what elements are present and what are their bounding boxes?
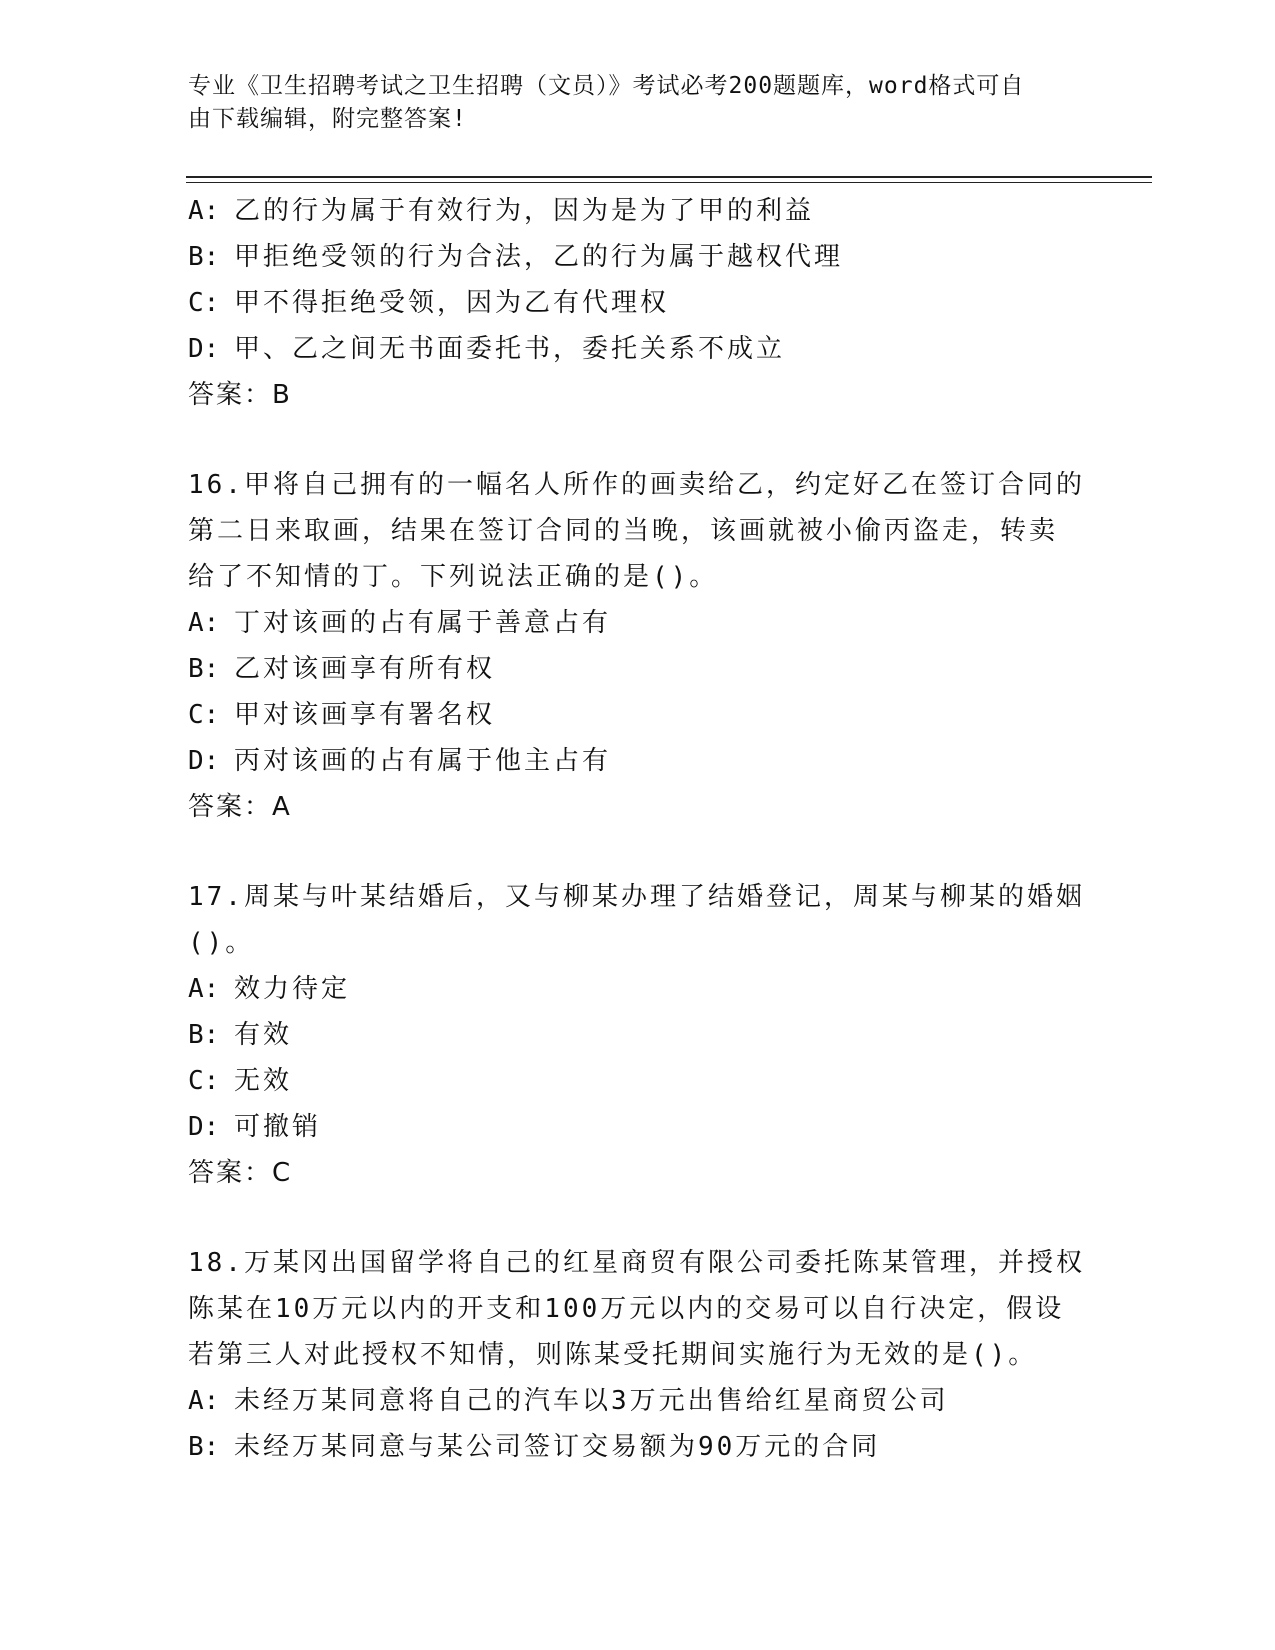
header-line-1: 专业《卫生招聘考试之卫生招聘（文员）》考试必考200题题库，word格式可自 [188, 73, 1025, 99]
option-label: C: [188, 700, 220, 730]
option-b [188, 1012, 1088, 1058]
option-c [188, 692, 1088, 738]
option-text: 有效 [234, 1020, 293, 1050]
option-label: D: [188, 746, 220, 776]
question-18 [188, 1240, 1088, 1470]
option-b [188, 1424, 1088, 1470]
option-text: 丁对该画的占有属于善意占有 [234, 608, 612, 638]
option-label: D: [188, 1112, 220, 1142]
question-text-line: 17.周某与叶某结婚后，又与柳某办理了结婚登记，周某与柳某的婚姻 [188, 882, 1085, 912]
option-label: B: [188, 242, 220, 272]
option-text: 未经万某同意将自己的汽车以3万元出售给红星商贸公司 [234, 1386, 949, 1416]
question-text-line: 第二日来取画，结果在签订合同的当晚，该画就被小偷丙盗走，转卖 [188, 516, 1059, 546]
option-text: 甲不得拒绝受领，因为乙有代理权 [234, 288, 670, 318]
option-label: A: [188, 196, 220, 226]
option-a [188, 1378, 1088, 1424]
header-divider-thick [186, 176, 1152, 178]
option-text: 效力待定 [234, 974, 351, 1004]
option-label: A: [188, 974, 220, 1004]
question-list [188, 188, 1088, 1470]
answer-line: 答案：A [188, 792, 292, 822]
option-c [188, 280, 1088, 326]
option-text: 乙对该画享有所有权 [234, 654, 496, 684]
option-b [188, 234, 1088, 280]
option-text: 无效 [234, 1066, 293, 1096]
option-d [188, 326, 1088, 372]
option-b [188, 646, 1088, 692]
header-divider-thin [186, 182, 1152, 183]
option-label: D: [188, 334, 220, 364]
answer-line: 答案：C [188, 1158, 293, 1188]
option-label: C: [188, 288, 220, 318]
option-label: B: [188, 1432, 220, 1462]
question-16 [188, 462, 1088, 830]
option-text: 可撤销 [234, 1112, 322, 1142]
question-text-line: 给了不知情的丁。下列说法正确的是()。 [188, 562, 719, 592]
option-label: B: [188, 1020, 220, 1050]
option-label: B: [188, 654, 220, 684]
document-header [188, 70, 1088, 136]
option-text: 未经万某同意与某公司签订交易额为90万元的合同 [234, 1432, 881, 1462]
question-text-line: 16.甲将自己拥有的一幅名人所作的画卖给乙，约定好乙在签订合同的 [188, 470, 1085, 500]
option-text: 甲拒绝受领的行为合法，乙的行为属于越权代理 [234, 242, 844, 272]
option-a [188, 188, 1088, 234]
option-label: A: [188, 608, 220, 638]
option-label: C: [188, 1066, 220, 1096]
option-c [188, 1058, 1088, 1104]
option-a [188, 966, 1088, 1012]
option-text: 乙的行为属于有效行为，因为是为了甲的利益 [234, 196, 815, 226]
option-text: 丙对该画的占有属于他主占有 [234, 746, 612, 776]
header-line-2: 由下载编辑，附完整答案! [188, 106, 467, 132]
option-d [188, 1104, 1088, 1150]
option-text: 甲、乙之间无书面委托书，委托关系不成立 [234, 334, 786, 364]
question-text-line: 陈某在10万元以内的开支和100万元以内的交易可以自行决定，假设 [188, 1294, 1065, 1324]
question-text-line: ()。 [188, 928, 255, 958]
option-text: 甲对该画享有署名权 [234, 700, 496, 730]
option-d [188, 738, 1088, 784]
question-text-line: 18.万某冈出国留学将自己的红星商贸有限公司委托陈某管理，并授权 [188, 1248, 1085, 1278]
option-label: A: [188, 1386, 220, 1416]
question-text-line: 若第三人对此授权不知情，则陈某受托期间实施行为无效的是()。 [188, 1340, 1038, 1370]
question-15 [188, 188, 1088, 418]
answer-line: 答案：B [188, 380, 292, 410]
question-17 [188, 874, 1088, 1196]
option-a [188, 600, 1088, 646]
